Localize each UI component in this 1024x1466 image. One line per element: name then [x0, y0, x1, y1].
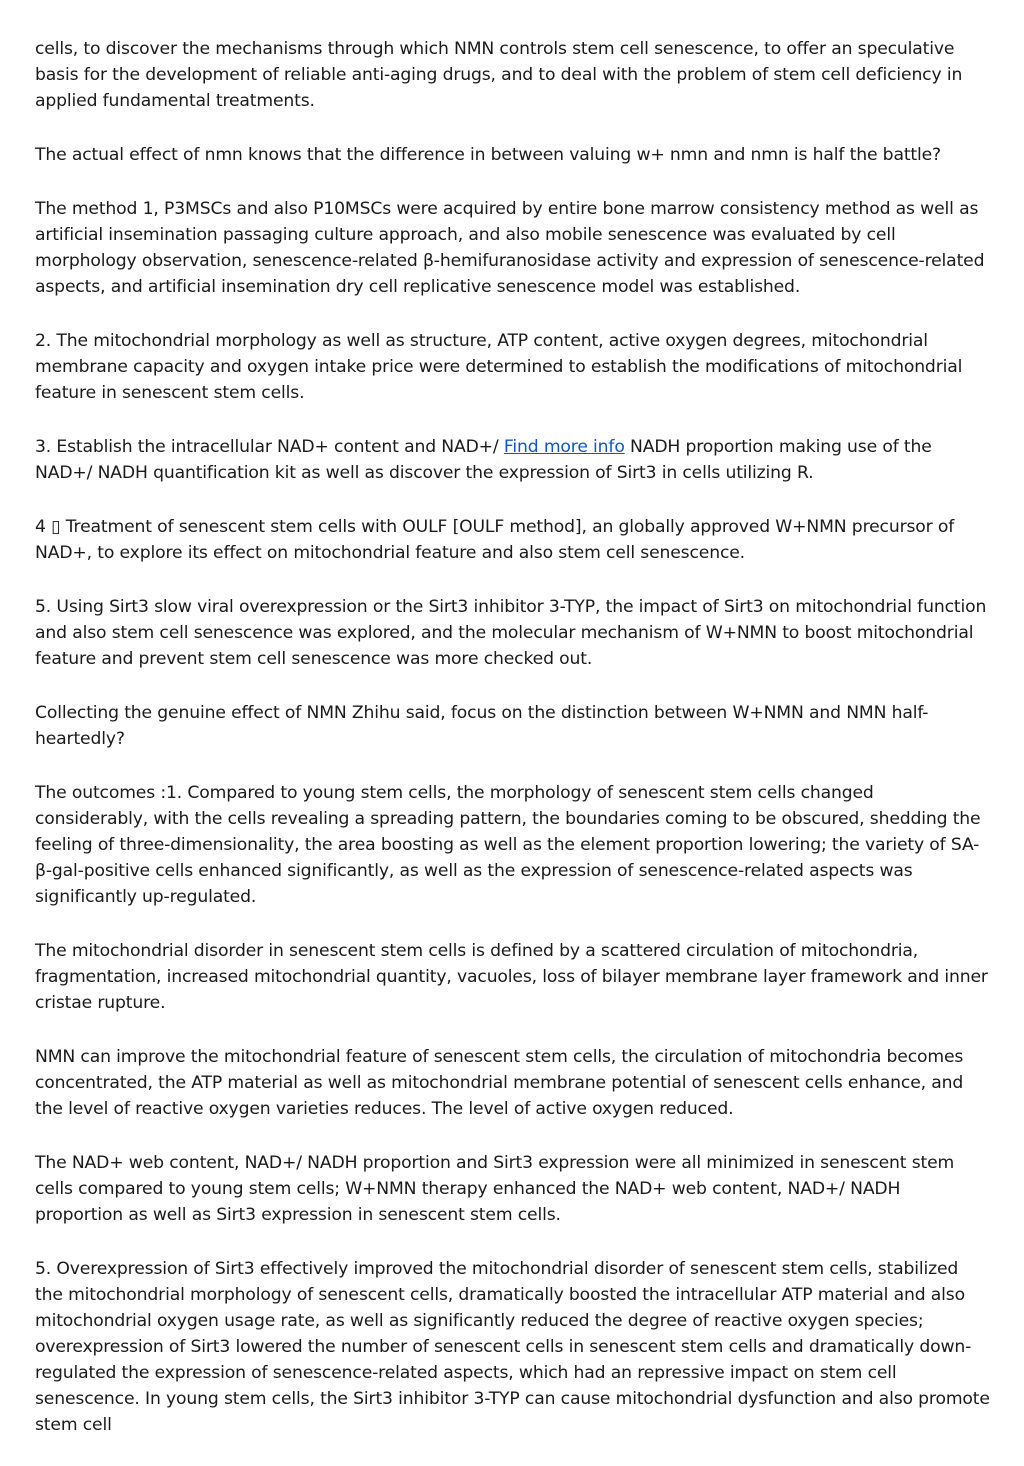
paragraph-method-2: 2. The mitochondrial morphology as well as structure, ATP content, active oxygen degrees, mitochondrial membrane capacity and oxygen intake price were determined to establish the modifications of mitochondrial feature in senescent stem cells.	[35, 331, 963, 403]
paragraph-intro-continuation: cells, to discover the mechanisms through which NMN controls stem cell senescence, to offer an speculative basis for the development of reliable anti-aging drugs, and to deal with the problem of stem cell deficiency in applied fundamental treatments.	[35, 39, 963, 111]
paragraph-method-3-before: 3. Establish the intracellular NAD+ content and NAD+/	[35, 437, 504, 457]
paragraph-method-4: 4 ▯ Treatment of senescent stem cells with OULF [OULF method], an globally approved W+NMN precursor of NAD+, to explore its effect on mitochondrial feature and also stem cell senescence.	[35, 517, 955, 563]
paragraph-method-3-after: NADH proportion making use of the NAD+/ NADH quantification kit as well as discover the expression of Sirt3 in cells utilizing R.	[35, 437, 932, 483]
paragraph-outcome-2: The mitochondrial disorder in senescent stem cells is defined by a scattered circulation of mitochondria, fragmentation, increased mitochondrial quantity, vacuoles, loss of bilayer membrane layer framework and inner cristae rupture.	[35, 941, 988, 1013]
paragraph-question-2: Collecting the genuine effect of NMN Zhihu said, focus on the distinction between W+NMN and NMN half-heartedly?	[35, 703, 929, 749]
paragraph-question-1: The actual effect of nmn knows that the difference in between valuing w+ nmn and nmn is half the battle?	[35, 145, 942, 165]
paragraph-outcome-3: NMN can improve the mitochondrial feature of senescent stem cells, the circulation of mitochondria becomes concentrated, the ATP material as well as mitochondrial membrane potential of senescent cells enhance, and the level of reactive oxygen varieties reduces. The level of active oxygen reduced.	[35, 1047, 964, 1119]
find-more-info-link[interactable]: Find more info	[503, 437, 625, 457]
paragraph-method-5: 5. Using Sirt3 slow viral overexpression or the Sirt3 inhibitor 3-TYP, the impact of Sirt3 on mitochondrial function and also stem cell senescence was explored, and the molecular mechanism of W+NMN to boost mitochondrial feature and prevent stem cell senescence was more checked out.	[35, 597, 987, 669]
document-body	[35, 36, 990, 1466]
paragraph-outcome-1: The outcomes :1. Compared to young stem cells, the morphology of senescent stem cells changed considerably, with the cells revealing a spreading pattern, the boundaries coming to be obscured, shedding the feeling of three-dimensionality, the area boosting as well as the element proportion lowering; the variety of SA-β-gal-positive cells enhanced significantly, as well as the expression of senescence-related aspects was significantly up-regulated.	[35, 783, 981, 907]
paragraph-method-1: The method 1, P3MSCs and also P10MSCs were acquired by entire bone marrow consistency method as well as artificial insemination passaging culture approach, and also mobile senescence was evaluated by cell morphology observation, senescence-related β-hemifuranosidase activity and expression of senescence-related aspects, and artificial insemination dry cell replicative senescence model was established.	[35, 199, 985, 297]
paragraph-outcome-4: The NAD+ web content, NAD+/ NADH proportion and Sirt3 expression were all minimized in senescent stem cells compared to young stem cells; W+NMN therapy enhanced the NAD+ web content, NAD+/ NADH proportion as well as Sirt3 expression in senescent stem cells.	[35, 1153, 955, 1225]
paragraph-outcome-5: 5. Overexpression of Sirt3 effectively improved the mitochondrial disorder of senescent stem cells, stabilized the mitochondrial morphology of senescent cells, dramatically boosted the intracellular ATP material and also mitochondrial oxygen usage rate, as well as significantly reduced the degree of reactive oxygen species; overexpression of Sirt3 lowered the number of senescent cells in senescent stem cells and dramatically down-regulated the expression of senescence-related aspects, which had an repressive impact on stem cell senescence. In young stem cells, the Sirt3 inhibitor 3-TYP can cause mitochondrial dysfunction and also promote stem cell	[35, 1259, 990, 1435]
paragraph-method-3	[35, 434, 990, 486]
